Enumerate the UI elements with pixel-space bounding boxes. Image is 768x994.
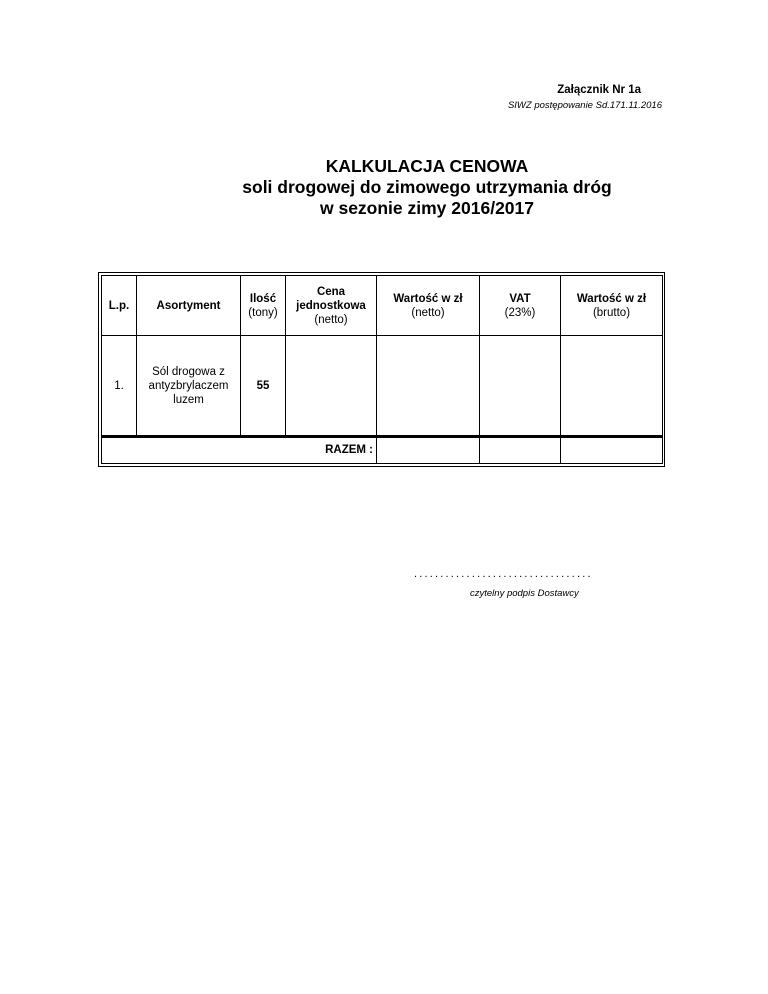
row-lp: 1. <box>102 336 137 437</box>
row-gross-value[interactable] <box>561 336 663 437</box>
table-row <box>102 336 663 437</box>
signature-line: .................................. <box>414 568 593 580</box>
table-header-row <box>102 276 663 336</box>
header-lp: L.p. <box>102 276 137 336</box>
document-title <box>0 156 768 219</box>
calculation-table-frame <box>98 272 665 467</box>
row-assortment: Sól drogowa z antyzbrylaczem luzem <box>137 336 241 437</box>
row-quantity: 55 <box>241 336 286 437</box>
header-quantity: Ilość (tony) <box>241 276 286 336</box>
row-vat[interactable] <box>480 336 561 437</box>
total-gross-value[interactable] <box>561 436 663 463</box>
row-net-value[interactable] <box>377 336 480 437</box>
header-net-value: Wartość w zł (netto) <box>377 276 480 336</box>
header-unit-price: Cena jednostkowa (netto) <box>286 276 377 336</box>
total-row <box>102 436 663 463</box>
header-gross-value: Wartość w zł (brutto) <box>561 276 663 336</box>
title-line-3: w sezonie zimy 2016/2017 <box>319 198 535 218</box>
title-line-2: soli drogowej do zimowego utrzymania dróg <box>242 177 612 197</box>
title-line-1: KALKULACJA CENOWA <box>325 156 529 176</box>
header-assortment: Asortyment <box>137 276 241 336</box>
total-net-value[interactable] <box>377 436 480 463</box>
signature-caption: czytelny podpis Dostawcy <box>470 588 579 599</box>
row-unit-price[interactable] <box>286 336 377 437</box>
total-label: RAZEM : <box>102 436 377 463</box>
annex-label: Załącznik Nr 1a <box>557 84 641 96</box>
header-vat: VAT (23%) <box>480 276 561 336</box>
total-vat[interactable] <box>480 436 561 463</box>
procedure-reference: SIWZ postępowanie Sd.171.11.2016 <box>507 100 662 111</box>
calculation-table <box>101 275 663 464</box>
